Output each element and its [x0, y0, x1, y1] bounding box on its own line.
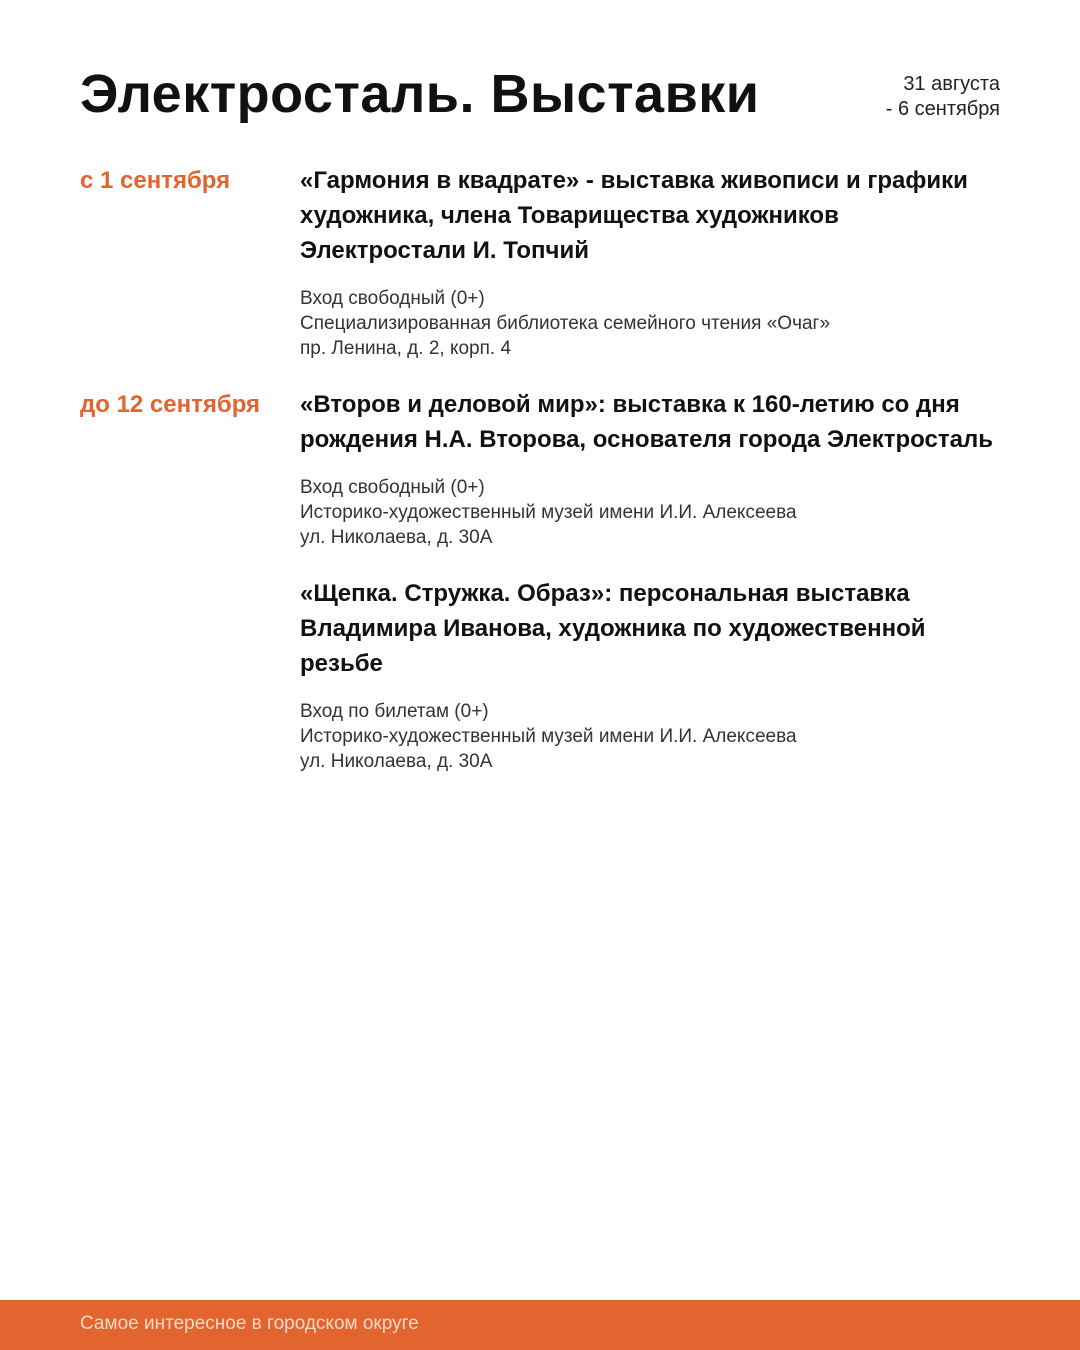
event-address: ул. Николаева, д. 30А — [300, 751, 493, 772]
event-venue: Историко-художественный музей имени И.И. Алексеева — [300, 502, 797, 523]
date-range-end: - 6 сентября — [885, 98, 1000, 120]
event-date — [80, 576, 300, 774]
page-title: Электросталь. Выставки — [80, 64, 760, 124]
event-info — [300, 286, 1010, 361]
event-item — [80, 387, 1010, 550]
event-body — [300, 163, 1010, 361]
event-entry: Вход по билетам (0+) — [300, 701, 489, 722]
event-entry: Вход свободный (0+) — [300, 288, 485, 309]
event-address: пр. Ленина, д. 2, корп. 4 — [300, 338, 512, 359]
event-address: ул. Николаева, д. 30А — [300, 527, 493, 548]
event-entry: Вход свободный (0+) — [300, 477, 485, 498]
event-date: до 12 сентября — [80, 391, 261, 418]
event-title: «Гармония в квадрате» - выставка живописи и графики художника, члена Товарищества художников Электростали И. Топчий — [300, 167, 968, 264]
event-item — [80, 576, 1010, 774]
footer-text: Самое интересное в городском округе — [80, 1313, 419, 1334]
event-body — [300, 387, 1010, 550]
event-venue: Специализированная библиотека семейного чтения «Очаг» — [300, 313, 831, 334]
event-venue: Историко-художественный музей имени И.И. Алексеева — [300, 726, 797, 747]
events-list — [80, 163, 1010, 800]
date-range — [886, 72, 1000, 122]
event-title: «Второв и деловой мир»: выставка к 160-летию со дня рождения Н.А. Второва, основателя города Электросталь — [300, 391, 993, 453]
event-item — [80, 163, 1010, 361]
event-body — [300, 576, 1010, 774]
event-info — [300, 699, 1010, 774]
event-date: с 1 сентября — [80, 167, 231, 194]
date-range-start: 31 августа — [903, 73, 1000, 95]
footer-bar — [0, 1300, 1080, 1350]
event-info — [300, 475, 1010, 550]
event-title: «Щепка. Стружка. Образ»: персональная выставка Владимира Иванова, художника по художественной резьбе — [300, 580, 926, 677]
